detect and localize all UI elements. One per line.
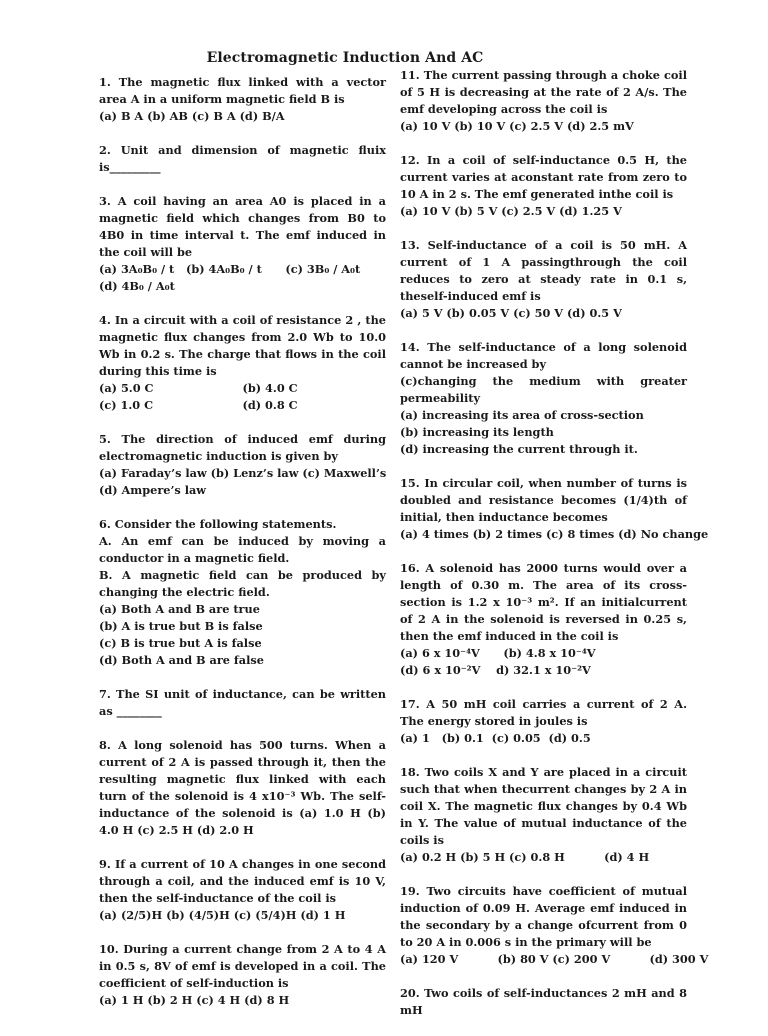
question-stem: 4. In a circuit with a coil of resistance 2 , the magnetic flux changes from 2.0 Wb to 10.0 Wb in 0.2 s. The charge that flows in the coil during this time is bbox=[99, 313, 386, 378]
question-block bbox=[99, 193, 386, 295]
answer-options: (d) increasing the current through it. bbox=[400, 442, 638, 456]
options-grid bbox=[99, 380, 386, 414]
question-stem: 12. In a coil of self-inductance 0.5 H, the current varies at aconstant rate from zero to 10 A in 2 s. The emf generated inthe coil is bbox=[400, 153, 687, 201]
question-block bbox=[99, 431, 386, 499]
answer-options: (a) 0.2 H (b) 5 H (c) 0.8 H (d) 4 H bbox=[400, 850, 650, 864]
question-block bbox=[99, 856, 386, 924]
answer-options: (d) Ampere’s law bbox=[99, 483, 207, 497]
question-stem: 17. A 50 mH coil carries a current of 2 A. The energy stored in joules is bbox=[400, 697, 687, 728]
question-block bbox=[400, 985, 687, 1019]
question-block bbox=[99, 74, 386, 125]
question-stem: 13. Self-inductance of a coil is 50 mH. A current of 1 A passingthrough the coil reduces to zero at steady rate in 0.1 s, theself-induced emf is bbox=[400, 238, 687, 303]
statement-line: B. A magnetic field can be produced by changing the electric field. bbox=[99, 568, 386, 599]
page-title: Electromagnetic Induction And AC bbox=[206, 50, 484, 66]
answer-options: (a) 120 V (b) 80 V (c) 200 V (d) 300 V bbox=[400, 952, 709, 966]
answer-options: (b) A is true but B is false bbox=[99, 619, 263, 633]
question-block bbox=[99, 737, 386, 839]
question-stem: 18. Two coils X and Y are placed in a circuit such that when thecurrent changes by 2 A in coil X. The magnetic flux changes by 0.4 Wb in Y. The value of mutual inductance of the coils is bbox=[400, 765, 687, 847]
question-stem: 8. A long solenoid has 500 turns. When a current of 2 A is passed through it, then the resulting magnetic flux linked with each turn of the solenoid is 4 x10⁻³ Wb. The self-inductance of the solenoid is (a) 1.0 H (b) 4.0 H (c) 2.5 H (d) 2.0 H bbox=[99, 738, 386, 837]
answer-option: (c) 1.0 C bbox=[99, 398, 154, 412]
answer-options: (a) 10 V (b) 10 V (c) 2.5 V (d) 2.5 mV bbox=[400, 119, 634, 133]
question-block bbox=[99, 516, 386, 669]
answer-options: (a) 1 H (b) 2 H (c) 4 H (d) 8 H bbox=[99, 993, 290, 1007]
question-block bbox=[400, 560, 687, 679]
question-stem: 6. Consider the following statements. bbox=[99, 517, 337, 531]
question-block bbox=[99, 142, 386, 176]
answer-options: (d) 4B₀ / A₀t bbox=[99, 279, 175, 293]
answer-options: (a) 6 x 10⁻⁴V (b) 4.8 x 10⁻⁴V bbox=[400, 646, 596, 660]
right-column bbox=[400, 67, 709, 1036]
question-stem: 2. Unit and dimension of magnetic fluix is_________ bbox=[99, 143, 386, 174]
question-stem: 10. During a current change from 2 A to 4 A in 0.5 s, 8V of emf is developed in a coil. The coefficient of self-induction is bbox=[99, 942, 386, 990]
statement-line: (c)changing the medium with greater permeability bbox=[400, 374, 687, 405]
question-block bbox=[99, 686, 386, 720]
answer-options: (a) 4 times (b) 2 times (c) 8 times (d) No change bbox=[400, 527, 709, 541]
left-column bbox=[99, 74, 386, 1026]
question-block bbox=[400, 67, 687, 135]
question-stem: 11. The current passing through a choke coil of 5 H is decreasing at the rate of 2 A/s. The emf developing across the coil is bbox=[400, 68, 687, 116]
question-stem: 15. In circular coil, when number of turns is doubled and resistance becomes (1/4)th of initial, then inductance becomes bbox=[400, 476, 687, 524]
answer-options: (b) increasing its length bbox=[400, 425, 554, 439]
answer-option: (b) 4.0 C bbox=[242, 381, 298, 395]
answer-options: (c) B is true but A is false bbox=[99, 636, 262, 650]
question-stem: 16. A solenoid has 2000 turns would over a length of 0.30 m. The area of its cross-section is 1.2 x 10⁻³ m². If an initialcurrent of 2 A in the solenoid is reversed in 0.25 s, then the emf induced in the coil is bbox=[400, 561, 687, 643]
question-stem: 3. A coil having an area A0 is placed in a magnetic field which changes from B0 to 4B0 in time interval t. The emf induced in the coil will be bbox=[99, 194, 386, 259]
answer-options: (a) 1 (b) 0.1 (c) 0.05 (d) 0.5 bbox=[400, 731, 591, 745]
answer-option: (a) 5.0 C bbox=[99, 381, 154, 395]
answer-options: (a) 3A₀B₀ / t (b) 4A₀B₀ / t (c) 3B₀ / A₀t bbox=[99, 262, 361, 276]
answer-options: (a) Faraday’s law (b) Lenz’s law (c) Maxwell’s bbox=[99, 466, 387, 480]
question-block bbox=[400, 237, 687, 322]
question-block bbox=[99, 312, 386, 414]
question-block bbox=[400, 339, 687, 458]
answer-options: (a) 5 V (b) 0.05 V (c) 50 V (d) 0.5 V bbox=[400, 306, 622, 320]
question-stem: 5. The direction of induced emf during electromagnetic induction is given by bbox=[99, 432, 386, 463]
statement-line: A. An emf can be induced by moving a conductor in a magnetic field. bbox=[99, 534, 386, 565]
question-block bbox=[400, 764, 687, 866]
question-block bbox=[99, 941, 386, 1009]
question-block bbox=[400, 883, 709, 968]
question-stem: 9. If a current of 10 A changes in one second through a coil, and the induced emf is 10 V, then the self-inductance of the coil is bbox=[99, 857, 386, 905]
question-block bbox=[400, 696, 687, 747]
answer-options: (d) Both A and B are false bbox=[99, 653, 264, 667]
answer-options: (a) Both A and B are true bbox=[99, 602, 260, 616]
question-block bbox=[400, 152, 687, 220]
answer-options: (d) 6 x 10⁻²V d) 32.1 x 10⁻²V bbox=[400, 663, 591, 677]
answer-options: (a) 10 V (b) 5 V (c) 2.5 V (d) 1.25 V bbox=[400, 204, 622, 218]
answer-options: (a) increasing its area of cross-section bbox=[400, 408, 644, 422]
question-stem: 7. The SI unit of inductance, can be written as ________ bbox=[99, 687, 386, 718]
answer-option: (d) 0.8 C bbox=[242, 398, 298, 412]
question-stem: 1. The magnetic flux linked with a vector area A in a uniform magnetic field B is bbox=[99, 75, 386, 106]
answer-options: (a) B A (b) AB (c) B A (d) B/A bbox=[99, 109, 285, 123]
question-block bbox=[400, 475, 709, 543]
question-stem: 20. Two coils of self-inductances 2 mH and 8 mH bbox=[400, 986, 687, 1017]
question-stem: 14. The self-inductance of a long solenoid cannot be increased by bbox=[400, 340, 687, 371]
answer-options: (a) (2/5)H (b) (4/5)H (c) (5/4)H (d) 1 H bbox=[99, 908, 346, 922]
question-stem: 19. Two circuits have coefficient of mutual induction of 0.09 H. Average emf induced in the secondary by a change ofcurrent from 0 to 20 A in 0.006 s in the primary will be bbox=[400, 884, 687, 949]
